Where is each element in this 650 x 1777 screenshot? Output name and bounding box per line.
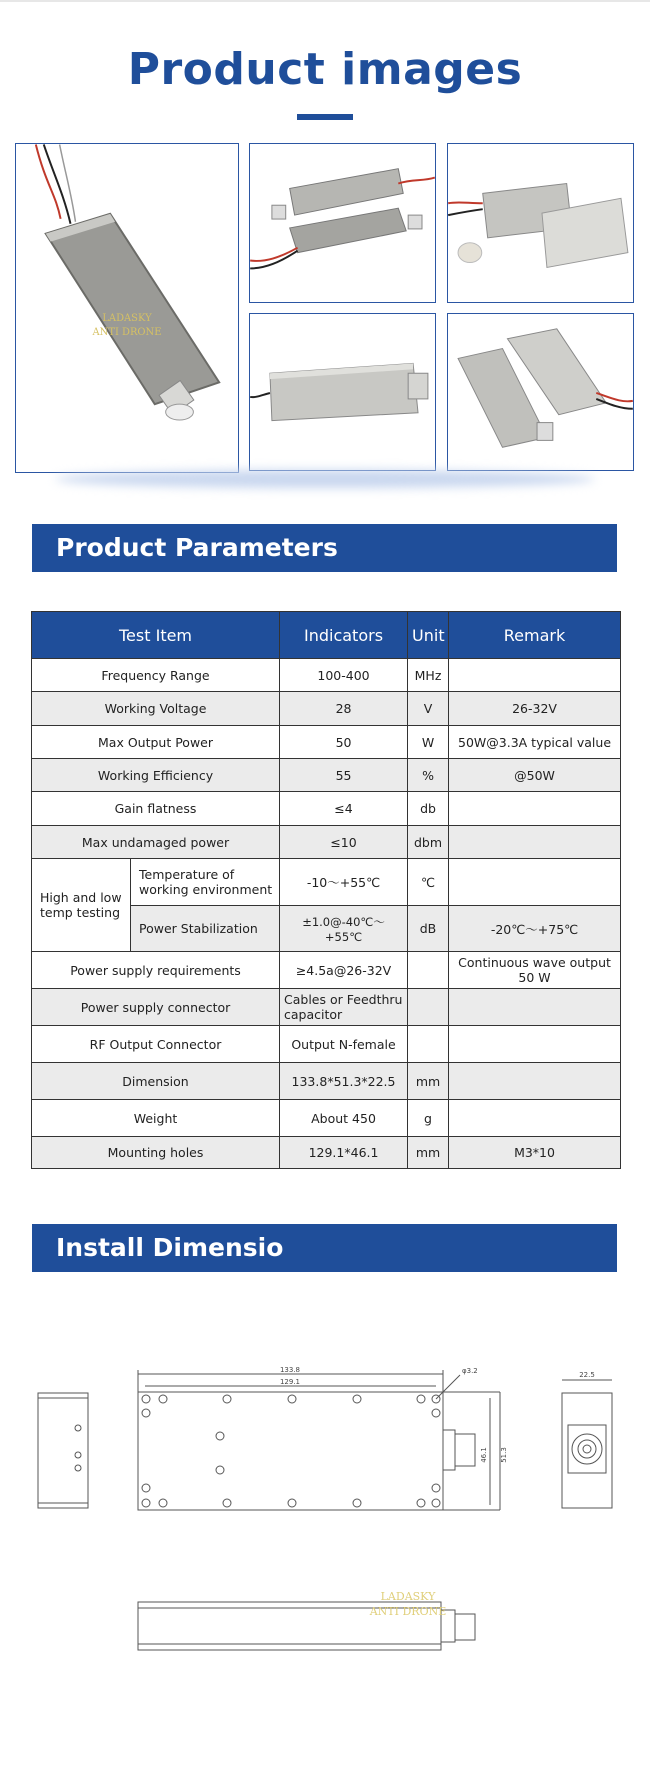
watermark-line2: ANTI DRONE [92,326,162,338]
cell-unit: dB [408,906,449,952]
product-photo-5 [447,313,634,471]
product-photo-4 [249,313,436,471]
cell-remark [449,989,621,1026]
cell-indicator: ≤10 [280,826,408,859]
table-row [32,989,621,1026]
cell-indicator: -10～+55℃ [280,859,408,906]
cell-item: Temperature of working environment [131,859,280,906]
cell-item: RF Output Connector [32,1026,280,1063]
title-underline [297,114,353,120]
cell-remark: M3*10 [449,1137,621,1169]
cell-unit: % [408,759,449,792]
section-title-install: Install Dimensio [32,1224,617,1272]
watermark-line1: LADASKY [380,1590,436,1603]
table-row [32,659,621,692]
cell-item: Frequency Range [32,659,280,692]
cell-unit: db [408,792,449,826]
table-row [32,692,621,726]
dim-depth: 22.5 [579,1371,595,1379]
dim-hole-span: 129.1 [279,1378,301,1386]
cell-indicator: Output N-female [280,1026,408,1063]
cell-group-label: High and low temp testing [32,859,131,952]
cell-item: Power Stabilization [131,906,280,952]
cell-item: Mounting holes [32,1137,280,1169]
cell-unit: ℃ [408,859,449,906]
table-row [32,726,621,759]
dim-length: 133.8 [279,1366,301,1374]
cell-item: Weight [32,1100,280,1137]
parameters-table [31,611,621,1169]
cell-remark: Continuous wave output 50 W [449,952,621,989]
product-photo-2 [249,143,436,303]
table-row [32,1137,621,1169]
cell-indicator: About 450 [280,1100,408,1137]
cell-unit: V [408,692,449,726]
cell-unit: MHz [408,659,449,692]
cell-remark [449,826,621,859]
cell-remark: @50W [449,759,621,792]
cell-unit [408,989,449,1026]
cell-unit [408,952,449,989]
cell-remark [449,659,621,692]
cell-unit [408,1026,449,1063]
cell-indicator: 55 [280,759,408,792]
photo-shadow [55,470,595,488]
cell-unit: dbm [408,826,449,859]
cell-indicator: ≥4.5a@26-32V [280,952,408,989]
cell-item: Gain flatness [32,792,280,826]
cell-indicator: Cables or Feedthru capacitor [280,989,408,1026]
cell-unit: mm [408,1063,449,1100]
cell-remark [449,792,621,826]
cell-remark [449,1063,621,1100]
product-photo-3 [447,143,634,303]
cell-item: Working Voltage [32,692,280,726]
top-divider [0,0,650,2]
cell-unit: g [408,1100,449,1137]
column-header-unit: Unit [408,612,449,659]
column-header-indicators: Indicators [280,612,408,659]
cell-remark: -20℃～+75℃ [449,906,621,952]
cell-indicator: 129.1*46.1 [280,1137,408,1169]
cell-indicator: 133.8*51.3*22.5 [280,1063,408,1100]
section-title-parameters: Product Parameters [32,524,617,572]
table-header-row [32,612,621,659]
cell-item: Working Efficiency [32,759,280,792]
cell-remark [449,859,621,906]
dim-height-a: 46.1 [480,1447,488,1463]
cell-remark [449,1100,621,1137]
cell-item: Power supply connector [32,989,280,1026]
cell-remark: 26-32V [449,692,621,726]
cell-remark [449,1026,621,1063]
page-title: Product images [127,44,523,95]
column-header-test-item: Test Item [32,612,280,659]
cell-indicator: 28 [280,692,408,726]
table-row [32,826,621,859]
cell-item: Power supply requirements [32,952,280,989]
table-row [32,792,621,826]
cell-item: Max Output Power [32,726,280,759]
cell-indicator: ±1.0@-40℃～+55℃ [280,906,408,952]
table-row [32,1026,621,1063]
cell-indicator: 50 [280,726,408,759]
table-row [32,759,621,792]
cell-unit: W [408,726,449,759]
table-row [32,1063,621,1100]
table-row [32,859,621,906]
dim-height-b: 51.3 [500,1447,508,1463]
column-header-remark: Remark [449,612,621,659]
table-row [32,1100,621,1137]
cell-item: Max undamaged power [32,826,280,859]
watermark-line2: ANTI DRONE [369,1605,447,1618]
product-photo-main [15,143,239,473]
watermark-line1: LADASKY [102,312,152,324]
cell-indicator: 100-400 [280,659,408,692]
cell-remark: 50W@3.3A typical value [449,726,621,759]
install-dimension-drawing [30,1340,620,1680]
cell-item: Dimension [32,1063,280,1100]
cell-indicator: ≤4 [280,792,408,826]
dim-hole-diameter: φ3.2 [462,1367,478,1375]
cell-unit: mm [408,1137,449,1169]
table-row [32,952,621,989]
